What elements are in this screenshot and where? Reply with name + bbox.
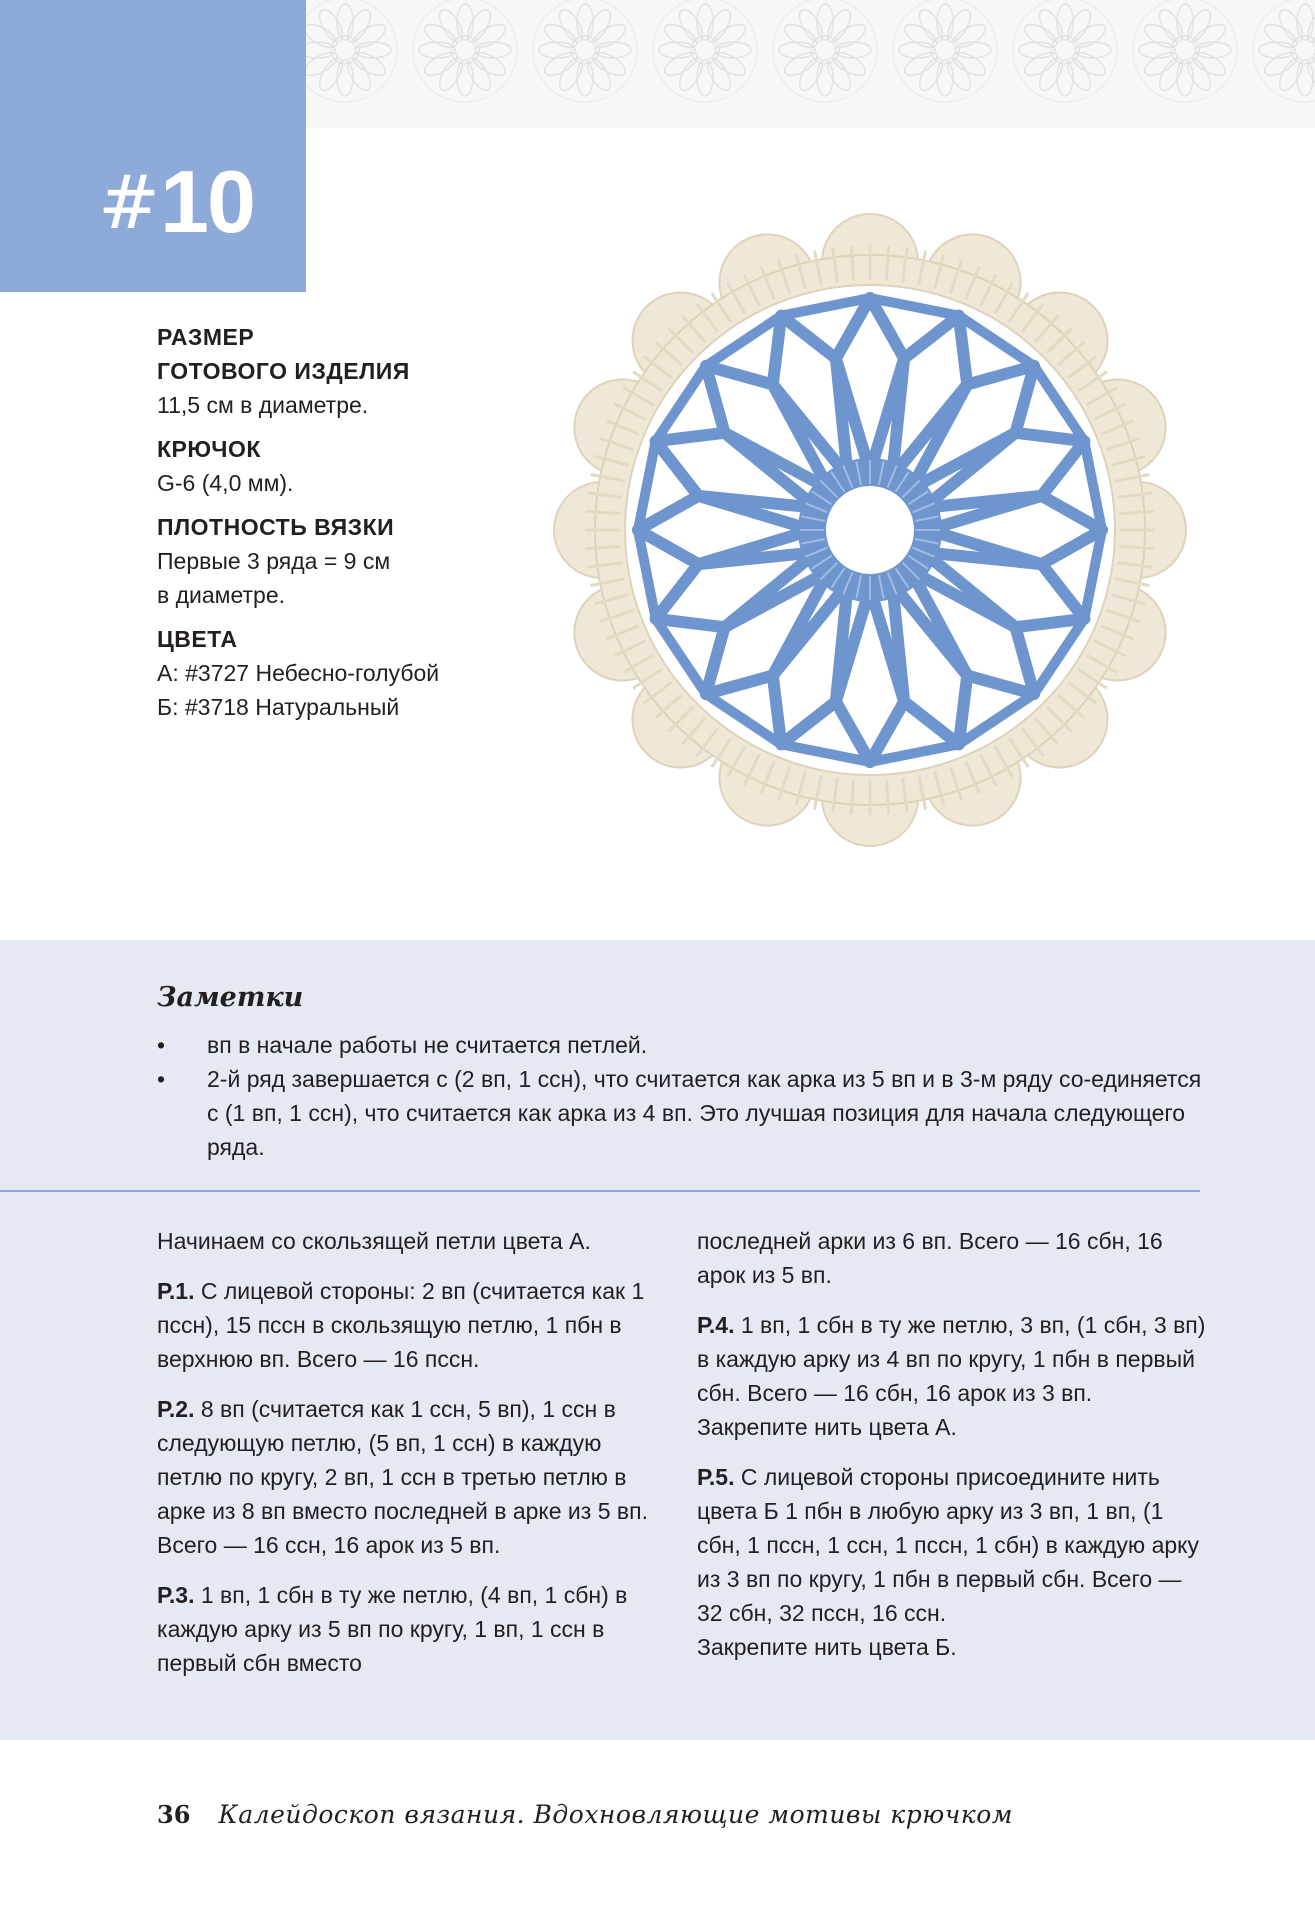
row-5-label: Р.5. bbox=[697, 1464, 735, 1490]
specs-panel bbox=[157, 320, 557, 734]
row-4-label: Р.4. bbox=[697, 1312, 735, 1338]
hook-title: КРЮЧОК bbox=[157, 436, 261, 462]
row-3-continued: последней арки из 6 вп. Всего — 16 сбн, 16 арок из 5 вп. bbox=[697, 1228, 1163, 1288]
notes-item-text: вп в начале работы не считается петлей. bbox=[207, 1032, 648, 1058]
notes-item-1 bbox=[157, 1028, 1207, 1062]
color-b: Б: #3718 Натуральный bbox=[157, 694, 400, 720]
instructions-intro: Начинаем со скользящей петли цвета А. bbox=[157, 1228, 591, 1254]
row-3-label: Р.3. bbox=[157, 1582, 195, 1608]
notes-item-2 bbox=[157, 1062, 1207, 1164]
crochet-motif-photo bbox=[540, 195, 1200, 865]
notes-list bbox=[157, 1028, 1207, 1164]
row-5-end: Закрепите нить цвета Б. bbox=[697, 1634, 957, 1660]
row-5 bbox=[697, 1460, 1207, 1630]
row-3-text: 1 вп, 1 сбн в ту же петлю, (4 вп, 1 сбн) в каждую арку из 5 вп по кругу, 1 вп, 1 ссн в первый сбн вместо bbox=[157, 1582, 628, 1676]
notes-title: Заметки bbox=[157, 982, 304, 1013]
crochet-doily-illustration bbox=[540, 195, 1200, 865]
row-2-label: Р.2. bbox=[157, 1396, 195, 1422]
gauge-value-line1: Первые 3 ряда = 9 см bbox=[157, 548, 391, 574]
gauge-value-line2: в диаметре. bbox=[157, 582, 286, 608]
page-number: 36 bbox=[157, 1800, 191, 1829]
instructions-right-column bbox=[697, 1224, 1207, 1680]
size-value: 11,5 см в диаметре. bbox=[157, 392, 369, 418]
pattern-number-digits: 10 bbox=[160, 152, 254, 251]
row-5-text: С лицевой стороны присоедините нить цвета Б 1 пбн в любую арку из 3 вп, 1 вп, (1 сбн, 1 пссн, 1 ссн, 1 пссн, 1 сбн) в каждую арку из 3 вп по кругу, 1 пбн в первый сбн. Всего — 32 сбн, 32 пссн, 16 ссн. bbox=[697, 1464, 1199, 1626]
size-title-line1: РАЗМЕР bbox=[157, 324, 255, 350]
section-divider bbox=[0, 1190, 1200, 1192]
row-3 bbox=[157, 1578, 667, 1680]
bullet-icon: • bbox=[157, 1032, 166, 1058]
color-a: А: #3727 Небесно-голубой bbox=[157, 660, 440, 686]
pattern-number-block bbox=[0, 0, 306, 292]
page-footer bbox=[157, 1800, 1013, 1829]
row-1-text: С лицевой стороны: 2 вп (считается как 1 пссн), 15 пссн в скользящую петлю, 1 пбн в верхнюю вп. Всего — 16 пссн. bbox=[157, 1278, 645, 1372]
instructions-left-column bbox=[157, 1224, 667, 1696]
pattern-number bbox=[98, 152, 254, 251]
pattern-number-hash: # bbox=[98, 160, 161, 246]
decorative-lace-band bbox=[305, 0, 1315, 128]
row-4 bbox=[697, 1308, 1207, 1444]
book-title: Калейдоскоп вязания. Вдохновляющие мотивы крючком bbox=[218, 1800, 1013, 1829]
row-2 bbox=[157, 1392, 667, 1562]
gauge-title: ПЛОТНОСТЬ ВЯЗКИ bbox=[157, 514, 395, 540]
hook-value: G-6 (4,0 мм). bbox=[157, 470, 294, 496]
row-1-label: Р.1. bbox=[157, 1278, 195, 1304]
size-title-line2: ГОТОВОГО ИЗДЕЛИЯ bbox=[157, 358, 410, 384]
notes-item-text: 2-й ряд завершается с (2 вп, 1 ссн), что считается как арка из 5 вп и в 3-м ряду со-единяется с (1 вп, 1 ссн), что считается как арка из 4 вп. Это лучшая позиция для начала следующего ряда. bbox=[207, 1066, 1202, 1160]
row-1 bbox=[157, 1274, 667, 1376]
colors-title: ЦВЕТА bbox=[157, 626, 238, 652]
lace-pattern bbox=[305, 0, 1315, 128]
row-2-text: 8 вп (считается как 1 ссн, 5 вп), 1 ссн в следующую петлю, (5 вп, 1 ссн) в каждую петлю по кругу, 2 вп, 1 ссн в третью петлю в арке из 8 вп вместо последней в арке из 5 вп. Всего — 16 ссн, 16 арок из 5 вп. bbox=[157, 1396, 648, 1558]
row-4-text: 1 вп, 1 сбн в ту же петлю, 3 вп, (1 сбн, 3 вп) в каждую арку из 4 вп по кругу, 1 пбн в первый сбн. Всего — 16 сбн, 16 арок из 3 вп. Закрепите нить цвета А. bbox=[697, 1312, 1206, 1440]
bullet-icon: • bbox=[157, 1066, 166, 1092]
